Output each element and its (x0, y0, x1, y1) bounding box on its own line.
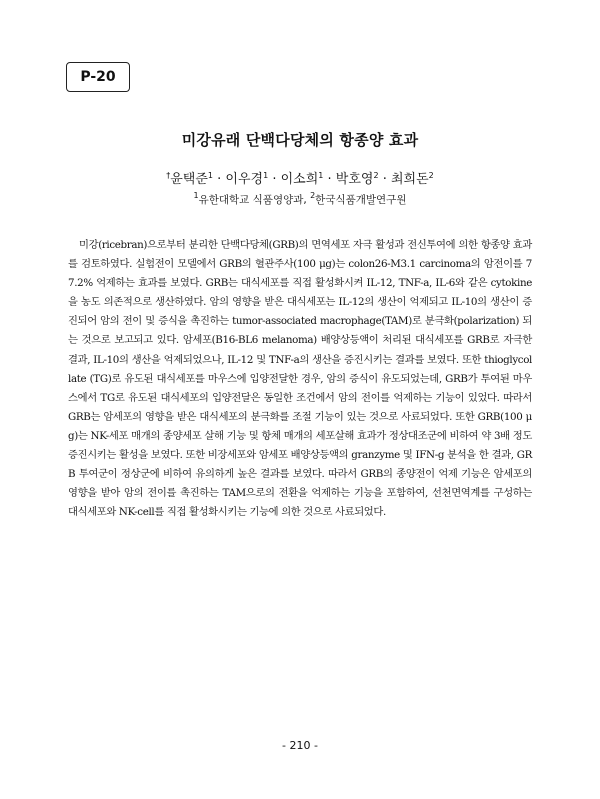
affiliation-list (0, 192, 600, 207)
author-2 (225, 172, 268, 187)
author-name: 이우경 (225, 172, 264, 187)
author-name: 이소희 (280, 172, 319, 187)
affiliation-superscript: 2 (373, 171, 379, 180)
author-separator: · (378, 172, 391, 187)
author-list (0, 168, 600, 187)
author-name: 윤택준 (170, 172, 208, 187)
session-code: P-20 (80, 69, 116, 85)
author-separator: · (323, 172, 336, 187)
affiliation-name: 유한대학교 식품영양과 (198, 194, 304, 206)
author-4 (336, 172, 379, 187)
author-separator: · (268, 172, 281, 187)
paper-title: 미강유래 단백다당체의 항종양 효과 (181, 131, 419, 149)
abstract-body: 미강(ricebran)으로부터 분리한 단백다당체(GRB)의 면역세포 자극 활성과 전신투여에 의한 항종양 효과를 검토하였다. 실험전이 모델에서 GRB의 혈관주사(100 μg)는 colon26-M3.1 carcinoma의 암전이를 77.2% 억제하는 효과를 보였다. GRB는 대식세포를 직접 활성화시켜 IL-12, TNF-a, IL-6와 같은 cytokine을 농도 의존적으로 생산하였다. 암의 영향을 받은 대식세포는 IL-12의 생산이 억제되고 IL-10의 생산이 증진되어 암의 전이 및 증식을 촉진하는 tumor-associated macrophage(TAM)로 분극화(polarization) 되는 것으로 보고되고 있다. 암세포(B16-BL6 melanoma) 배양상등액이 처리된 대식세포를 GRB로 자극한 결과, IL-10의 생산을 억제되었으나, IL-12 및 TNF-a의 생산을 증진시키는 결과를 보였다. 또한 thioglycollate (TG)로 유도된 대식세포를 마우스에 입양전달한 경우, 암의 증식이 유도되었는데, GRB가 투여된 마우스에서 TG로 유도된 대식세포의 입양전달은 동일한 조건에서 암의 전이를 억제하는 기능이 있었다. 따라서 GRB는 암세포의 영향을 받은 대식세포의 분극화를 조절 기능이 있는 것으로 사료되었다. 또한 GRB(100 μg)는 NK-세포 매개의 종양세포 살해 기능 및 항체 매개의 세포살해 효과가 정상대조군에 비하여 약 3배 정도 증진시키는 활성을 보였다. 또한 비장세포와 암세포 배양상등액의 granzyme 및 IFN-g 분석을 한 결과, GRB 투여군이 정상군에 비하여 유의하게 높은 결과를 보였다. 따라서 GRB의 종양전이 억제 기능은 암세포의 영향을 받아 암의 전이를 촉진하는 TAM으로의 전환을 억제하는 기능을 포함하여, 선천면역계를 구성하는 대식세포와 NK-cell를 직접 활성화시키는 기능에 의한 것으로 사료되었다. (68, 239, 532, 519)
author-1 (166, 172, 213, 187)
affiliation-1 (193, 191, 304, 206)
corresponding-mark: † (166, 171, 171, 180)
author-name: 박호영 (335, 172, 374, 187)
session-code-badge (66, 62, 130, 92)
author-separator: · (213, 172, 226, 187)
affiliation-superscript: 1 (263, 171, 269, 180)
affiliation-superscript: 2 (428, 171, 434, 180)
author-5 (391, 172, 434, 187)
author-name: 최희돈 (390, 172, 429, 187)
affiliation-number: 1 (193, 191, 199, 200)
affiliation-2 (310, 191, 407, 206)
page-number: - 210 - (282, 739, 318, 752)
affiliation-superscript: 1 (318, 171, 324, 180)
affiliation-number: 2 (310, 191, 316, 200)
affiliation-name: 한국식품개발연구원 (315, 194, 407, 206)
affiliation-separator: , (303, 194, 311, 206)
affiliation-superscript: 1 (207, 171, 214, 180)
author-3 (281, 172, 324, 187)
